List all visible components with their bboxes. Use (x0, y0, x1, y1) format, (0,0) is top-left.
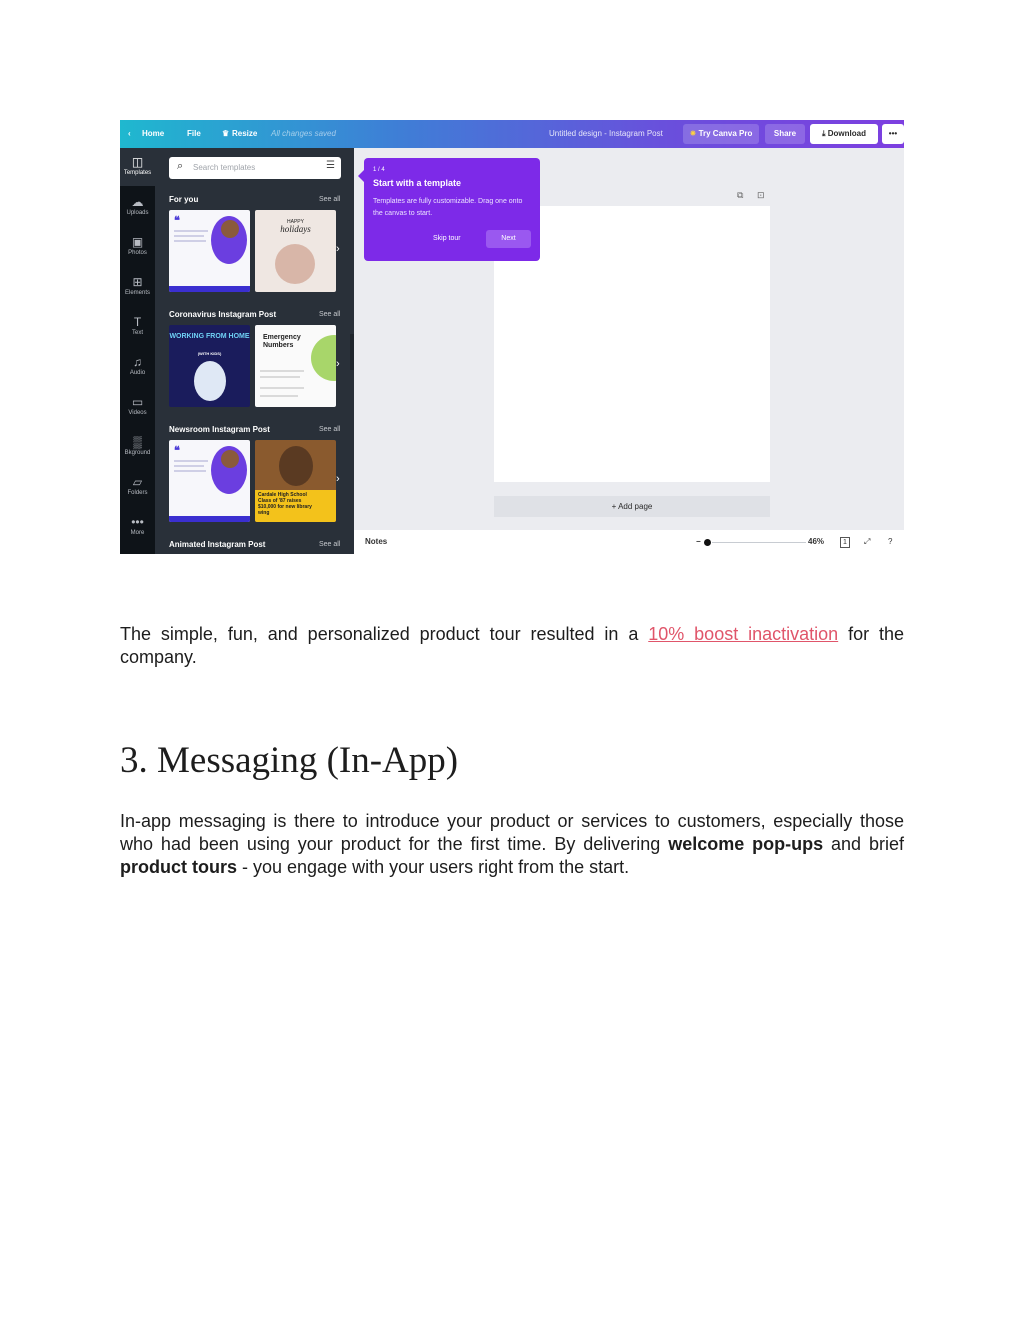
tour-step-counter: 1 / 4 (373, 167, 385, 173)
share-button[interactable]: Share (765, 124, 805, 144)
text-line (260, 370, 304, 372)
section-title-for-you: For you (169, 195, 199, 204)
text-icon: T (133, 315, 142, 329)
tour-title: Start with a template (373, 178, 462, 188)
video-icon: ▭ (131, 395, 144, 409)
text-line (174, 235, 204, 237)
section-title-animated: Animated Instagram Post (169, 540, 266, 549)
rail-item-folders[interactable]: ▱ Folders (120, 468, 155, 506)
save-status: All changes saved (271, 129, 336, 138)
portrait-face (221, 450, 239, 468)
zoom-level[interactable]: 46% (808, 537, 825, 546)
page-count-icon[interactable]: 1 (840, 537, 850, 548)
quote-icon: ❝ (174, 215, 180, 227)
text-line (260, 395, 298, 397)
result-paragraph: The simple, fun, and personalized product tour resulted in a 10% boost inactivation for the company. (120, 624, 904, 667)
green-circle (311, 335, 336, 381)
background-icon: ▒ (133, 435, 142, 449)
shapes-icon: ⊞ (132, 275, 143, 289)
zoom-out-icon[interactable]: − (696, 537, 701, 546)
template-card[interactable]: Emergency Numbers (255, 325, 336, 407)
rail-item-text[interactable]: T Text (120, 308, 155, 346)
more-icon: ••• (131, 515, 144, 529)
text-line (174, 230, 208, 232)
template-card[interactable] (169, 440, 250, 522)
editor-topbar (120, 120, 904, 148)
activation-link[interactable]: 10% boost inactivation (648, 624, 839, 644)
section-title-coronavirus: Coronavirus Instagram Post (169, 310, 277, 319)
download-button[interactable]: ⤓ Download (810, 124, 878, 144)
try-canva-pro-button[interactable]: ✷ Try Canva Pro (683, 124, 759, 144)
rail-item-background[interactable]: ▒ Bkground (120, 428, 155, 466)
chevron-right-icon[interactable]: › (336, 358, 340, 370)
see-all-link[interactable]: See all (319, 541, 341, 548)
card-footer (169, 286, 250, 292)
messaging-paragraph: In-app messaging is there to introduce your product or services to customers, especially those who had been using your product for the first time. By delivering welcome pop-ups and brief product tours - you engage with your users right from the start. (120, 811, 904, 877)
text-line (174, 465, 204, 467)
rail-item-uploads[interactable]: ☁ Uploads (120, 188, 155, 226)
more-options-button[interactable]: ••• (882, 124, 904, 144)
section-heading: 3. Messaging (In-App) (120, 740, 459, 781)
rail-item-photos[interactable]: ▣ Photos (120, 228, 155, 266)
music-icon: ♫ (133, 355, 142, 369)
add-page-button[interactable]: + Add page (494, 496, 770, 517)
rail-item-more[interactable]: ••• More (120, 508, 155, 546)
section-title-newsroom: Newsroom Instagram Post (169, 425, 270, 434)
home-button[interactable]: Home (142, 129, 165, 138)
zoom-slider-track[interactable] (712, 542, 806, 543)
template-card[interactable] (169, 210, 250, 292)
file-menu[interactable]: File (187, 129, 201, 138)
card-footer (169, 516, 250, 522)
see-all-link[interactable]: See all (319, 426, 341, 433)
template-card[interactable]: WORKING FROM HOME (WITH KIDS) (169, 325, 250, 407)
design-title[interactable]: Untitled design - Instagram Post (549, 129, 663, 138)
rail-item-videos[interactable]: ▭ Videos (120, 388, 155, 426)
portrait-photo (279, 446, 313, 486)
text-line (174, 460, 208, 462)
star-icon: ✷ (689, 129, 699, 138)
photo-icon: ▣ (131, 235, 144, 249)
next-button[interactable]: Next (486, 230, 531, 248)
search-icon: ⌕ (177, 160, 184, 172)
rail-item-audio[interactable]: ♫ Audio (120, 348, 155, 386)
person-illustration (194, 361, 226, 401)
resize-button[interactable]: Resize (232, 129, 258, 138)
duplicate-page-icon[interactable]: ⧉ (737, 190, 744, 200)
text-line (260, 376, 300, 378)
crown-icon: ♛ (222, 129, 230, 138)
gift-photo (275, 244, 315, 284)
add-page-icon[interactable]: ⊡ (757, 190, 765, 200)
filter-icon[interactable]: ☰ (326, 160, 335, 171)
search-templates-input[interactable] (169, 157, 341, 179)
portrait-face (221, 220, 239, 238)
template-card[interactable]: HAPPY holidays (255, 210, 336, 292)
skip-tour-button[interactable]: Skip tour (433, 235, 461, 242)
chevron-right-icon[interactable]: › (336, 243, 340, 255)
help-icon[interactable]: ? (888, 537, 893, 546)
product-tour-popover (364, 158, 540, 261)
text-line (260, 387, 304, 389)
bottom-bar (354, 530, 904, 554)
fullscreen-icon[interactable]: ⤢ (864, 537, 871, 546)
text-line (174, 470, 206, 472)
rail-item-elements[interactable]: ⊞ Elements (120, 268, 155, 306)
quote-icon: ❝ (174, 445, 180, 457)
see-all-link[interactable]: See all (319, 311, 341, 318)
upload-cloud-icon: ☁ (131, 195, 144, 209)
canva-editor-screenshot (120, 120, 904, 554)
see-all-link[interactable]: See all (319, 196, 341, 203)
template-card[interactable]: Cardale High School Class of '87 raises $10,000 for new library wing (255, 440, 336, 522)
folder-icon: ▱ (132, 475, 143, 489)
templates-icon: ◫ (131, 155, 144, 169)
side-rail (120, 148, 155, 554)
text-line (174, 240, 206, 242)
templates-panel (155, 148, 354, 554)
notes-button[interactable]: Notes (365, 537, 388, 546)
zoom-slider-handle[interactable] (704, 539, 711, 546)
rail-item-templates[interactable]: ◫ Templates (120, 148, 155, 186)
chevron-right-icon[interactable]: › (336, 473, 340, 485)
download-icon: ⤓ (822, 129, 828, 138)
search-placeholder: Search templates (193, 163, 256, 172)
tour-description: Templates are fully customizable. Drag one onto the canvas to start. (373, 198, 523, 217)
back-chevron-icon[interactable]: ‹ (128, 129, 131, 138)
